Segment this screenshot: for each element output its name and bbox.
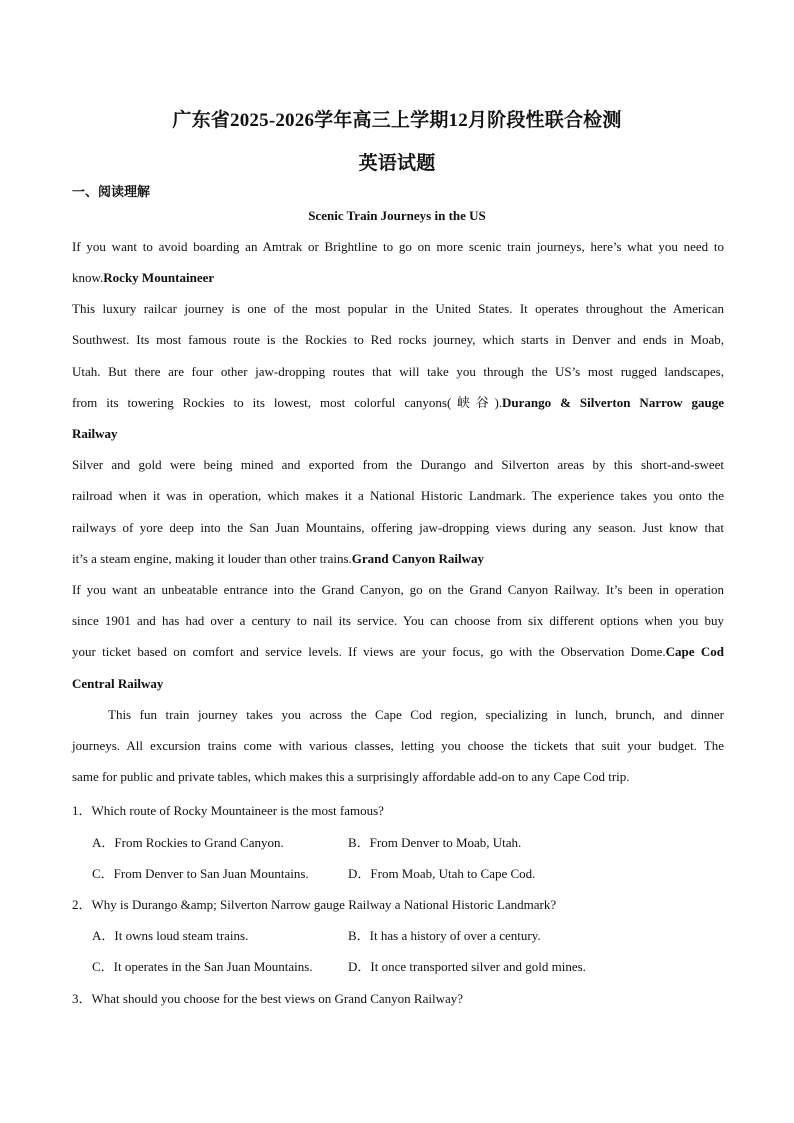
answer-option-d: D．From Moab, Utah to Cape Cod. — [348, 866, 536, 881]
answer-option-c: C．It operates in the San Juan Mountains. — [92, 959, 313, 974]
passage-line: Silver and gold were being mined and exported from the Durango and Silverton areas by this short-and-sweet — [72, 457, 724, 472]
passage-line: Southwest. Its most famous route is the Rockies to Red rocks journey, which starts in Denver and ends in Moab, — [72, 332, 724, 347]
heading-durango: Durango & Silverton Narrow gauge — [502, 395, 724, 410]
question-stem: 1．Which route of Rocky Mountaineer is the most famous? — [72, 803, 384, 818]
passage-line — [72, 395, 724, 411]
passage-line: This fun train journey takes you across the Cape Cod region, specializing in lunch, brunch, and dinner — [108, 707, 724, 722]
passage-line: same for public and private tables, which makes this a surprisingly affordable add-on to any Cape Cod trip. — [72, 769, 630, 784]
passage-title: Scenic Train Journeys in the US — [308, 208, 486, 223]
passage-text: know. — [72, 270, 104, 285]
passage-line: since 1901 and has had over a century to nail its service. You can choose from six different options when you buy — [72, 613, 724, 628]
answer-option-a: A．It owns loud steam trains. — [92, 928, 249, 943]
section-heading: 一、阅读理解 — [72, 184, 151, 199]
passage-text: from its towering Rockies to its lowest, most colorful canyons(峡谷). — [72, 395, 503, 410]
passage-line — [72, 644, 724, 660]
passage-line: Utah. But there are four other jaw-dropping routes that will take you through the US’s most rugged landscapes, — [72, 364, 724, 379]
passage-line: If you want to avoid boarding an Amtrak or Brightline to go on more scenic train journeys, here’s what you need to — [72, 239, 724, 254]
answer-option-a: A．From Rockies to Grand Canyon. — [92, 835, 284, 850]
passage-line — [72, 270, 724, 286]
passage-line: If you want an unbeatable entrance into the Grand Canyon, go on the Grand Canyon Railway. It’s been in operation — [72, 582, 724, 597]
passage-text: it’s a steam engine, making it louder than other trains. — [72, 551, 352, 566]
answer-option-d: D．It once transported silver and gold mines. — [348, 959, 586, 974]
answer-option-c: C．From Denver to San Juan Mountains. — [92, 866, 309, 881]
heading-durango-cont: Railway — [72, 426, 118, 441]
exam-subject-title: 英语试题 — [358, 153, 436, 174]
passage-line: journeys. All excursion trains come with various classes, letting you choose the tickets that suit your budget. The — [72, 738, 724, 753]
answer-option-b: B．From Denver to Moab, Utah. — [348, 835, 522, 850]
passage-line — [72, 551, 724, 567]
answer-option-b: B．It has a history of over a century. — [348, 928, 541, 943]
passage-line: railroad when it was in operation, which makes it a National Historic Landmark. The experience takes you onto the — [72, 488, 724, 503]
passage-text: your ticket based on comfort and service levels. If views are your focus, go with the Observation Dome. — [72, 644, 666, 659]
passage-line: railways of yore deep into the San Juan Mountains, offering jaw-dropping views during any season. Just know that — [72, 520, 724, 535]
passage-line: This luxury railcar journey is one of the most popular in the United States. It operates throughout the American — [72, 301, 724, 316]
question-stem: 3．What should you choose for the best views on Grand Canyon Railway? — [72, 991, 464, 1006]
question-stem: 2．Why is Durango &amp; Silverton Narrow gauge Railway a National Historic Landmark? — [72, 897, 557, 912]
heading-grand-canyon: Grand Canyon Railway — [351, 551, 484, 566]
heading-cape-cod-cont: Central Railway — [72, 676, 164, 691]
exam-title: 广东省2025-2026学年高三上学期12月阶段性联合检测 — [172, 110, 622, 131]
heading-rocky-mountaineer: Rocky Mountaineer — [103, 270, 215, 285]
heading-cape-cod: Cape Cod — [665, 644, 724, 659]
